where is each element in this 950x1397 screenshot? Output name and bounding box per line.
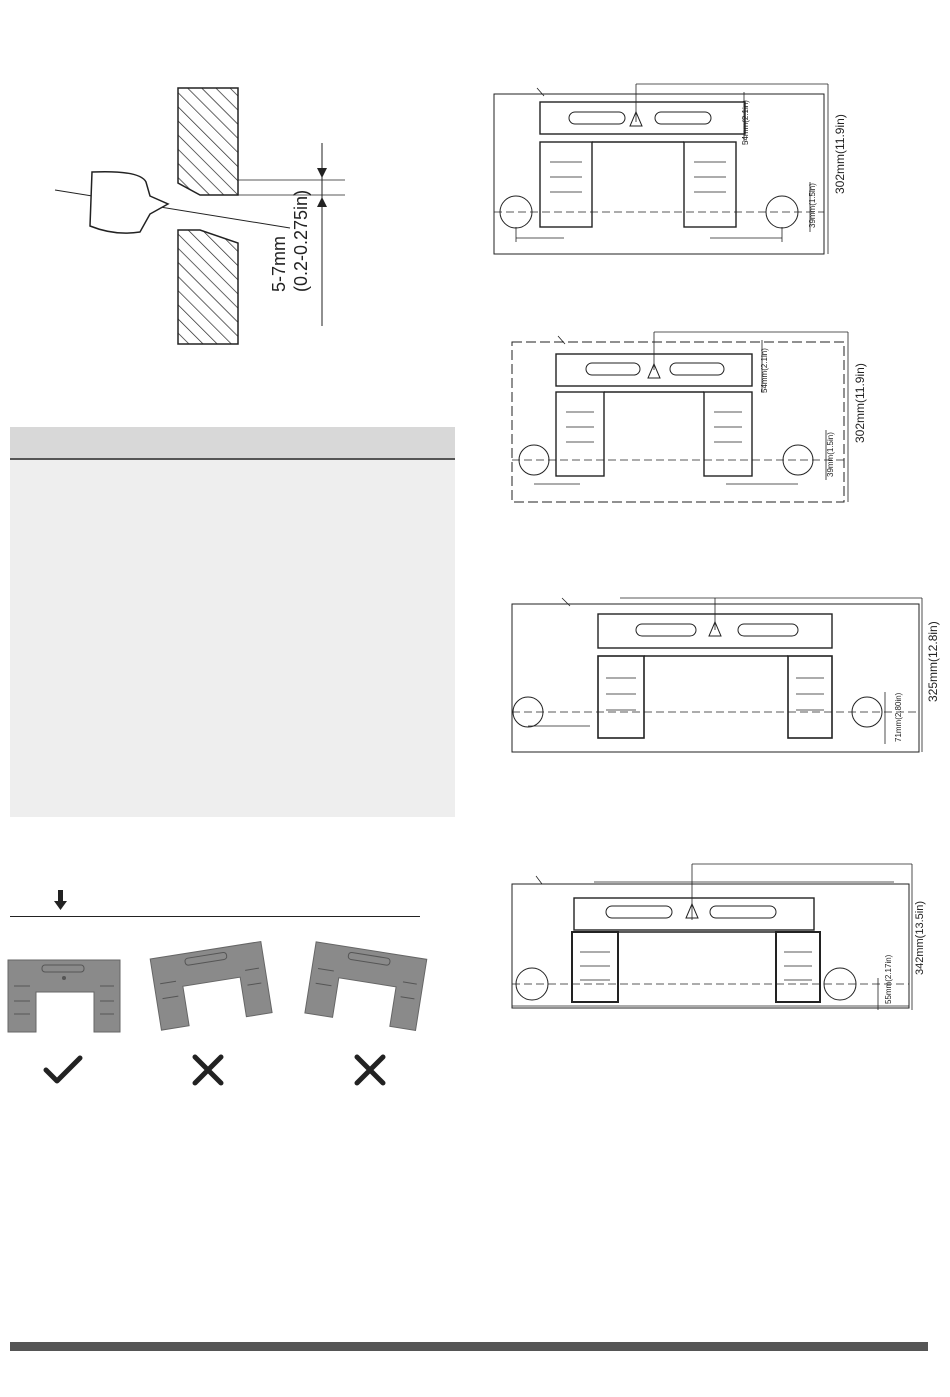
- plate-1-top-offset-label: 54mm(2.1in): [741, 100, 750, 145]
- drill-dimension-in: (0.2-0.275in): [291, 189, 311, 292]
- plate-3-height-label: 325mm(12.8in): [926, 621, 940, 702]
- cross-icon: [353, 1053, 387, 1087]
- plate-3-hole-offset-label: 71mm(2.80in): [894, 692, 903, 742]
- plate-2-hole-offset-label: 39mm(1.5in): [826, 432, 835, 477]
- mounting-plate-2-drawing: [510, 330, 855, 505]
- note-panel-header: [10, 427, 455, 460]
- arrow-down-icon: [54, 890, 68, 912]
- wall-section-drawing: [0, 0, 360, 360]
- footer-bar: [10, 1342, 928, 1351]
- divider-line: [10, 916, 420, 917]
- cross-icon: [191, 1053, 225, 1087]
- plate-1-hole-offset-label: 39mm(1.5in): [808, 183, 817, 228]
- plate-4-hole-offset-label: 55mm(2.17in): [884, 954, 893, 1004]
- mounting-plate-4-drawing: [510, 860, 920, 1020]
- mounting-plate-1-drawing: [492, 82, 832, 262]
- level-plate-correct: [8, 956, 123, 1038]
- plate-1-height-label: 302mm(11.9in): [833, 114, 847, 194]
- drill-dimension-mm: 5-7mm: [269, 235, 289, 292]
- level-plate-tilted-left: [150, 940, 275, 1035]
- plate-4-height-label: 342mm(13.5in): [914, 901, 926, 975]
- drill-depth-dimension: [268, 190, 312, 292]
- plate-2-top-offset-label: 54mm(2.1in): [760, 348, 769, 393]
- check-icon: [43, 1055, 83, 1085]
- note-panel: [10, 427, 455, 817]
- level-plate-tilted-right: [305, 940, 430, 1035]
- plate-2-height-label: 302mm(11.9in): [853, 363, 867, 443]
- mounting-plate-3-drawing: [510, 594, 930, 754]
